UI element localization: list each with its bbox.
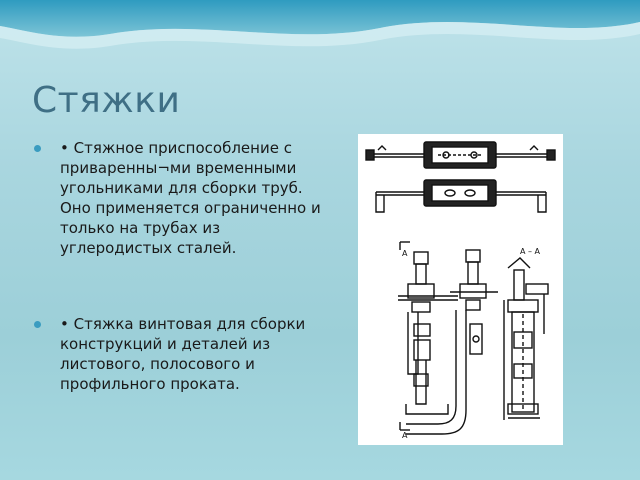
bullet-item	[30, 314, 330, 394]
bullet-text: • Стяжное приспособление с приваренны¬ми временными угольниками для сборки труб. Оно применяется ограниченно и только на трубах из углеродистых сталей.	[60, 139, 321, 257]
bullet-dot-icon	[34, 321, 41, 328]
clamp-drawing	[358, 134, 563, 445]
section-label-aa: A – A	[520, 247, 541, 256]
decorative-wave-header	[0, 0, 640, 70]
bullet-dot-icon	[34, 145, 41, 152]
bullet-item	[30, 138, 330, 258]
technical-drawing-figure	[358, 134, 563, 445]
bullet-text: • Стяжка винтовая для сборки конструкций и деталей из листового, полосового и профильного проката.	[60, 315, 306, 393]
section-label-bottom: A	[402, 431, 408, 440]
slide-title: Стяжки	[32, 80, 181, 121]
section-label-top: A	[402, 249, 408, 258]
bullet-list	[30, 138, 330, 394]
